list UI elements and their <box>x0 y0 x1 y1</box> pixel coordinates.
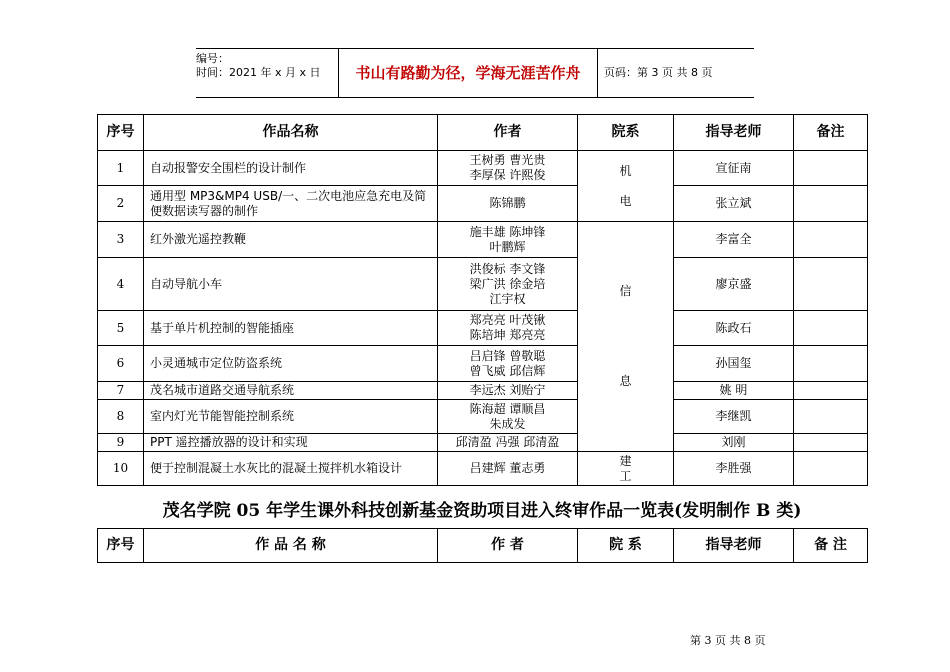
row-advisor: 李继凯 <box>674 400 794 434</box>
dept-cell: 建 工 <box>578 452 674 486</box>
section-title: 茂名学院 05 年学生课外科技创新基金资助项目进入终审作品一览表(发明制作 B 类) <box>162 501 802 521</box>
row-name: 茂名城市道路交通导航系统 <box>144 382 438 400</box>
dept-cell: 信 息 <box>578 222 674 452</box>
row-note <box>794 434 868 452</box>
row-no: 9 <box>98 434 144 452</box>
col-header-name: 作 品 名 称 <box>144 529 438 563</box>
row-name: 通用型 MP3&MP4 USB/一、二次电池应急充电及简便数据读写器的制作 <box>144 186 438 222</box>
row-name: 自动报警安全围栏的设计制作 <box>144 151 438 186</box>
col-header-dept: 院系 <box>578 115 674 151</box>
row-name: 便于控制混凝土水灰比的混凝土搅拌机水箱设计 <box>144 452 438 486</box>
row-no: 10 <box>98 452 144 486</box>
row-author: 吕建辉 董志勇 <box>438 452 578 486</box>
table-row <box>98 382 868 400</box>
row-name: PPT 遥控播放器的设计和实现 <box>144 434 438 452</box>
table-row <box>98 434 868 452</box>
table-row <box>98 151 868 186</box>
page-label: 页码：第 3 页 共 8 页 <box>604 66 713 79</box>
col-header-author: 作者 <box>438 115 578 151</box>
table-row <box>98 452 868 486</box>
dept-cell: 机 电 <box>578 151 674 222</box>
row-author: 郑亮亮 叶茂锹 陈培坤 郑亮亮 <box>438 311 578 346</box>
row-note <box>794 382 868 400</box>
table-header-row <box>98 115 868 151</box>
projects-table-b <box>97 528 868 563</box>
row-note <box>794 151 868 186</box>
col-header-advisor: 指导老师 <box>674 529 794 563</box>
col-header-author: 作 者 <box>438 529 578 563</box>
row-advisor: 李胜强 <box>674 452 794 486</box>
row-author: 吕启锋 曾敬聪 曾飞威 邱信辉 <box>438 346 578 382</box>
row-name: 室内灯光节能智能控制系统 <box>144 400 438 434</box>
row-no: 6 <box>98 346 144 382</box>
row-no: 2 <box>98 186 144 222</box>
row-note <box>794 452 868 486</box>
row-note <box>794 400 868 434</box>
document-header <box>196 48 754 98</box>
row-note <box>794 186 868 222</box>
row-author: 洪俊标 李文锋 梁广洪 徐金培 江宇权 <box>438 258 578 311</box>
row-advisor: 张立斌 <box>674 186 794 222</box>
row-name: 红外激光遥控教鞭 <box>144 222 438 258</box>
table-row <box>98 311 868 346</box>
row-advisor: 廖京盛 <box>674 258 794 311</box>
col-header-advisor: 指导老师 <box>674 115 794 151</box>
col-header-note: 备 注 <box>794 529 868 563</box>
motto: 书山有路勤为径，学海无涯苦作舟 <box>338 49 598 97</box>
code-label: 编号： <box>196 52 229 65</box>
row-author: 李远杰 刘贻宁 <box>438 382 578 400</box>
row-no: 7 <box>98 382 144 400</box>
col-header-no: 序号 <box>98 115 144 151</box>
row-author: 王树勇 曹光贵 李厚保 许熙俊 <box>438 151 578 186</box>
row-note <box>794 311 868 346</box>
col-header-dept: 院 系 <box>578 529 674 563</box>
projects-table <box>97 114 868 486</box>
table-row <box>98 346 868 382</box>
row-name: 自动导航小车 <box>144 258 438 311</box>
table-row <box>98 258 868 311</box>
row-advisor: 李富全 <box>674 222 794 258</box>
row-no: 5 <box>98 311 144 346</box>
table-row <box>98 186 868 222</box>
row-author: 邱清盈 冯强 邱清盈 <box>438 434 578 452</box>
row-author: 陈锦鹏 <box>438 186 578 222</box>
row-note <box>794 346 868 382</box>
row-author: 陈海超 谭顺昌 朱成发 <box>438 400 578 434</box>
col-header-name: 作品名称 <box>144 115 438 151</box>
row-no: 8 <box>98 400 144 434</box>
col-header-note: 备注 <box>794 115 868 151</box>
row-advisor: 姚 明 <box>674 382 794 400</box>
row-advisor: 宣征南 <box>674 151 794 186</box>
table-header-row <box>98 529 868 563</box>
row-name: 小灵通城市定位防盗系统 <box>144 346 438 382</box>
row-note <box>794 222 868 258</box>
table-row <box>98 222 868 258</box>
page-footer: 第 3 页 共 8 页 <box>690 634 766 647</box>
row-advisor: 陈政石 <box>674 311 794 346</box>
row-author: 施丰雄 陈坤锋 叶鹏辉 <box>438 222 578 258</box>
row-advisor: 刘刚 <box>674 434 794 452</box>
table-row <box>98 400 868 434</box>
row-no: 1 <box>98 151 144 186</box>
header-meta <box>196 49 338 100</box>
row-name: 基于单片机控制的智能插座 <box>144 311 438 346</box>
row-advisor: 孙国玺 <box>674 346 794 382</box>
date-label: 时间：2021 年 x 月 x 日 <box>196 66 321 79</box>
col-header-no: 序号 <box>98 529 144 563</box>
row-no: 3 <box>98 222 144 258</box>
row-no: 4 <box>98 258 144 311</box>
row-note <box>794 258 868 311</box>
